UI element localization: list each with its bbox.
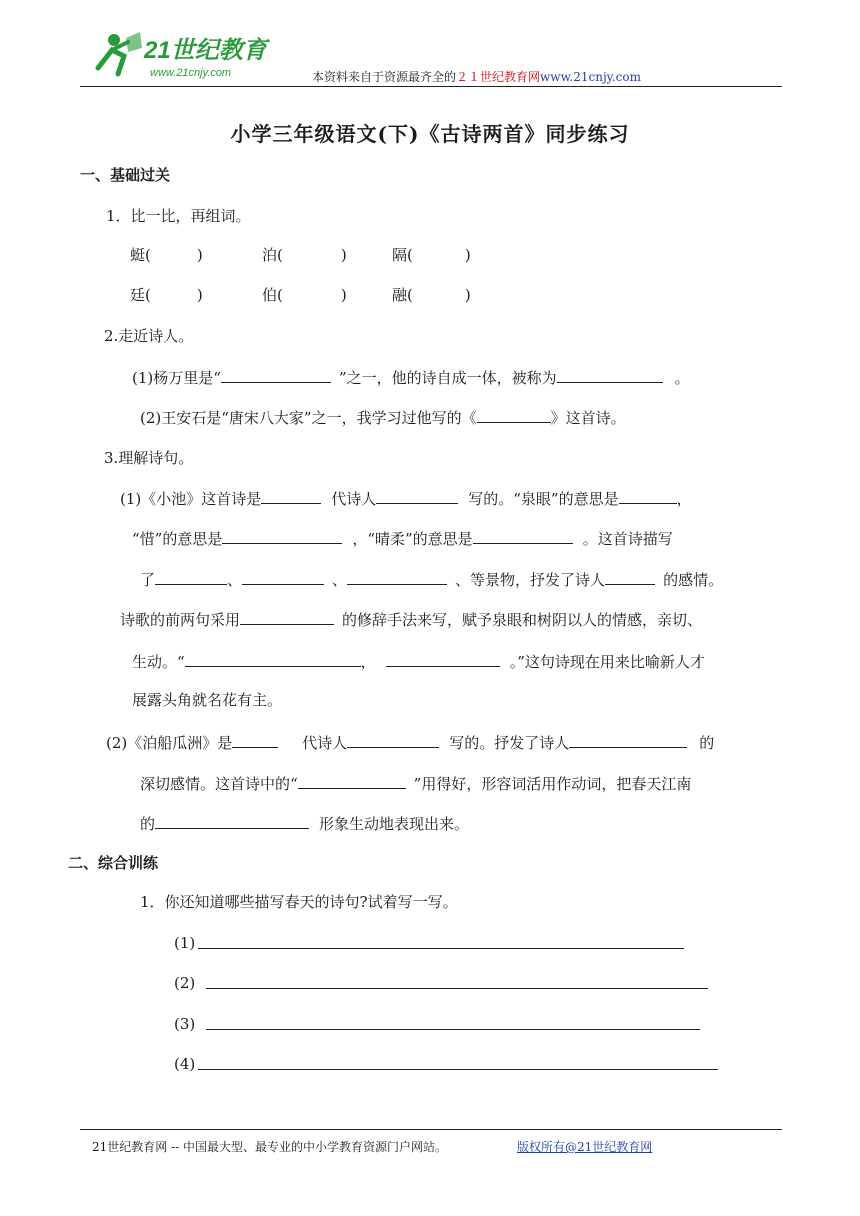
blank-input[interactable] <box>242 568 324 585</box>
header-note-prefix: 本资料来自于资源最齐全的 <box>312 70 457 84</box>
blank-input[interactable] <box>619 487 677 504</box>
q1-prompt: 1．比一比，再组词。 <box>106 207 251 225</box>
footer-text: 21世纪教育网 -- 中国最大型、最专业的中小学教育资源门户网站。 <box>92 1140 448 1154</box>
blank-input[interactable] <box>155 812 309 829</box>
blank-input[interactable] <box>347 568 447 585</box>
answer-line-4[interactable] <box>198 1069 718 1070</box>
q3-p1-line4: 诗歌的前两句采用 的修辞手法来写，赋予泉眼和树阴以人的情感，亲切、 <box>120 608 702 630</box>
q1-row2-item1: 廷( ) <box>130 286 203 304</box>
blank-input[interactable] <box>221 366 331 383</box>
site-logo <box>88 28 288 84</box>
answer-label-2: (2) <box>174 974 196 992</box>
q3-p1-line3: 了 、 、 、等景物，抒发了诗人 的感情。 <box>140 568 723 590</box>
logo-url: www.21cnjy.com <box>150 67 232 79</box>
header-note-site[interactable]: ２１世纪教育网 <box>456 70 541 84</box>
runner-icon <box>98 32 142 74</box>
q3-p1-line1: (1)《小池》这首诗是 代诗人 写的。“泉眼”的意思是 ， <box>120 487 692 509</box>
q1-row1-item2: 泊( ) <box>262 246 347 264</box>
blank-input[interactable] <box>155 568 227 585</box>
blank-input[interactable] <box>386 650 500 667</box>
q1-row1-item3: 隔( ) <box>392 246 471 264</box>
q3-p2-line1: (2)《泊船瓜洲》是 代诗人 写的。抒发了诗人 的 <box>106 731 714 753</box>
section-heading-comprehensive: 二、综合训练 <box>68 854 159 872</box>
q3-p1-line2: “惜”的意思是 ，“晴柔”的意思是 。这首诗描写 <box>132 527 673 549</box>
header-note <box>312 68 641 85</box>
section-heading-basic: 一、基础过关 <box>80 166 171 184</box>
q3-p2-line3: 的 形象生动地表现出来。 <box>140 812 469 834</box>
answer-line-2[interactable] <box>206 988 708 989</box>
blank-input[interactable] <box>605 568 655 585</box>
blank-input[interactable] <box>557 366 663 383</box>
blank-input[interactable] <box>261 487 321 504</box>
answer-line-1[interactable] <box>198 948 684 949</box>
blank-input[interactable] <box>240 608 334 625</box>
q3-p1-line6: 展露头角就名花有主。 <box>132 691 283 709</box>
blank-input[interactable] <box>298 772 406 789</box>
q2-part2: (2)王安石是“唐宋八大家”之一，我学习过他写的《 》这首诗。 <box>140 406 626 428</box>
q3-p1-line5: 生动。“ ， 。”这句诗现在用来比喻新人才 <box>132 650 705 672</box>
blank-input[interactable] <box>185 650 361 667</box>
answer-label-1: (1) <box>174 934 196 952</box>
blank-input[interactable] <box>477 406 551 423</box>
blank-input[interactable] <box>222 527 342 544</box>
blank-input[interactable] <box>569 731 687 748</box>
blank-input[interactable] <box>473 527 573 544</box>
answer-label-4: (4) <box>174 1055 196 1073</box>
answer-line-3[interactable] <box>206 1029 700 1030</box>
header-note-url[interactable]: www.21cnjy.com <box>540 70 641 84</box>
blank-input[interactable] <box>232 731 278 748</box>
answer-label-3: (3) <box>174 1015 196 1033</box>
header-divider <box>80 86 782 87</box>
q2-part1: (1)杨万里是“ ”之一，他的诗自成一体，被称为 。 <box>132 366 690 388</box>
q3-p2-line2: 深切感情。这首诗中的“ ”用得好，形容词活用作动词，把春天江南 <box>140 772 691 794</box>
logo-text: 21世纪教育 <box>144 37 267 64</box>
q2-prompt: 2.走近诗人。 <box>104 327 194 345</box>
footer-divider <box>80 1129 782 1130</box>
blank-input[interactable] <box>376 487 458 504</box>
q1-row2-item2: 伯( ) <box>262 286 347 304</box>
page-title: 小学三年级语文(下)《古诗两首》同步练习 <box>230 122 630 146</box>
footer-copyright-link[interactable]: 版权所有@21世纪教育网 <box>517 1140 653 1154</box>
q3-prompt: 3.理解诗句。 <box>104 449 194 467</box>
s2-q1-prompt: 1．你还知道哪些描写春天的诗句?试着写一写。 <box>140 893 458 911</box>
q1-row2-item3: 融( ) <box>392 286 471 304</box>
q1-row1-item1: 蜓( ) <box>130 246 203 264</box>
blank-input[interactable] <box>347 731 439 748</box>
